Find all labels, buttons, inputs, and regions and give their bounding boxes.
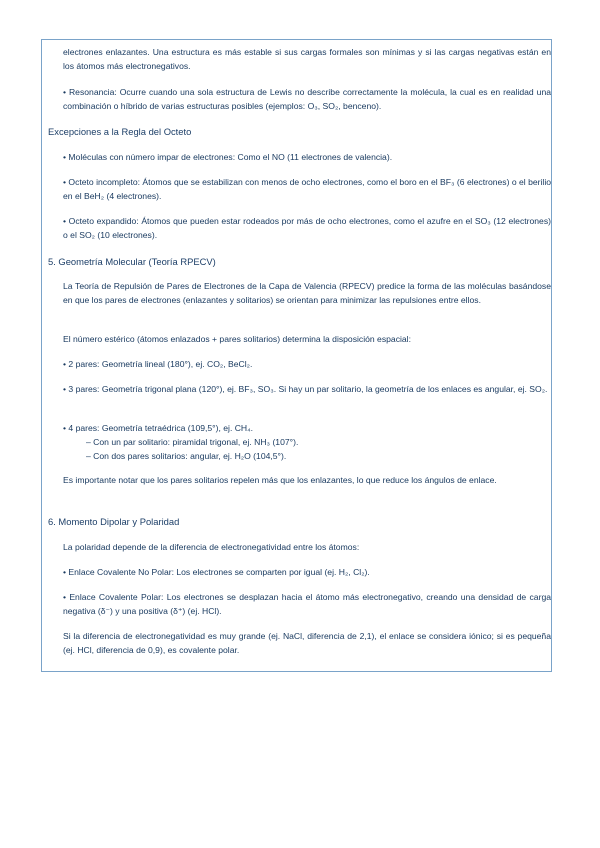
paragraph-odd-electrons: • Moléculas con número impar de electrones: Como el NO (11 electrones de valencia). bbox=[63, 152, 393, 162]
paragraph-expanded-octet: • Octeto expandido: Átomos que pueden estar rodeados por más de ocho electrones, como el azufre en el SO₃ (12 electrones) o el SO₂ (10 electrones). bbox=[63, 216, 551, 240]
paragraph-nonpolar-bond: • Enlace Covalente No Polar: Los electrones se comparten por igual (ej. H₂, Cl₂). bbox=[63, 567, 370, 577]
paragraph-polar-bond: • Enlace Covalente Polar: Los electrones se desplazan hacia el átomo más electronegativo, creando una densidad de carga negativa (δ⁻) y una positiva (δ⁺) (ej. HCl). bbox=[63, 592, 551, 616]
heading-octet-exceptions: Excepciones a la Regla del Octeto bbox=[48, 126, 192, 137]
paragraph-rpecv-theory: La Teoría de Repulsión de Pares de Electrones de la Capa de Valencia (RPECV) predice la forma de las moléculas basándose en que los pares de electrones (enlazantes y solitarios) se orientan para minimizar las repulsiones entre ellos. bbox=[63, 281, 551, 305]
paragraph-four-pairs: • 4 pares: Geometría tetraédrica (109,5°), ej. CH₄. bbox=[63, 423, 254, 433]
subitem-two-lone-pairs: – Con dos pares solitarios: angular, ej. H₂O (104,5°). bbox=[86, 451, 287, 461]
paragraph-resonance: • Resonancia: Ocurre cuando una sola estructura de Lewis no describe correctamente la molécula, la cual es en realidad una combinación o híbrido de varias estructuras posibles (ejemplos: O₃, SO₂, benceno). bbox=[63, 87, 551, 111]
paragraph-ionic-vs-polar: Si la diferencia de electronegatividad es muy grande (ej. NaCl, diferencia de 2,1), el enlace se considera iónico; si es pequeña (ej. HCl, diferencia de 0,9), es covalente polar. bbox=[63, 631, 551, 655]
paragraph-polarity-intro: La polaridad depende de la diferencia de electronegatividad entre los átomos: bbox=[63, 542, 360, 552]
heading-dipole-polarity: 6. Momento Dipolar y Polaridad bbox=[48, 516, 180, 527]
paragraph-steric-number: El número estérico (átomos enlazados + pares solitarios) determina la disposición espacial: bbox=[63, 334, 411, 344]
paragraph-lone-pair-repulsion: Es importante notar que los pares solitarios repelen más que los enlazantes, lo que reduce los ángulos de enlace. bbox=[63, 475, 497, 485]
paragraph-incomplete-octet: • Octeto incompleto: Átomos que se estabilizan con menos de ocho electrones, como el boro en el BF₃ (6 electrones) o el berilio en el BeH₂ (4 electrones). bbox=[63, 177, 552, 201]
paragraph-two-pairs: • 2 pares: Geometría lineal (180°), ej. CO₂, BeCl₂. bbox=[63, 359, 253, 369]
subitem-one-lone-pair: – Con un par solitario: piramidal trigonal, ej. NH₃ (107°). bbox=[86, 437, 299, 447]
paragraph-formal-charge-end: electrones enlazantes. Una estructura es más estable si sus cargas formales son mínimas y si las cargas negativas están en los átomos más electronegativos. bbox=[63, 47, 551, 71]
paragraph-three-pairs: • 3 pares: Geometría trigonal plana (120°), ej. BF₃, SO₃. Si hay un par solitario, la geometría de los enlaces es angular, ej. SO₂. bbox=[63, 384, 548, 394]
heading-molecular-geometry: 5. Geometría Molecular (Teoría RPECV) bbox=[48, 256, 216, 267]
